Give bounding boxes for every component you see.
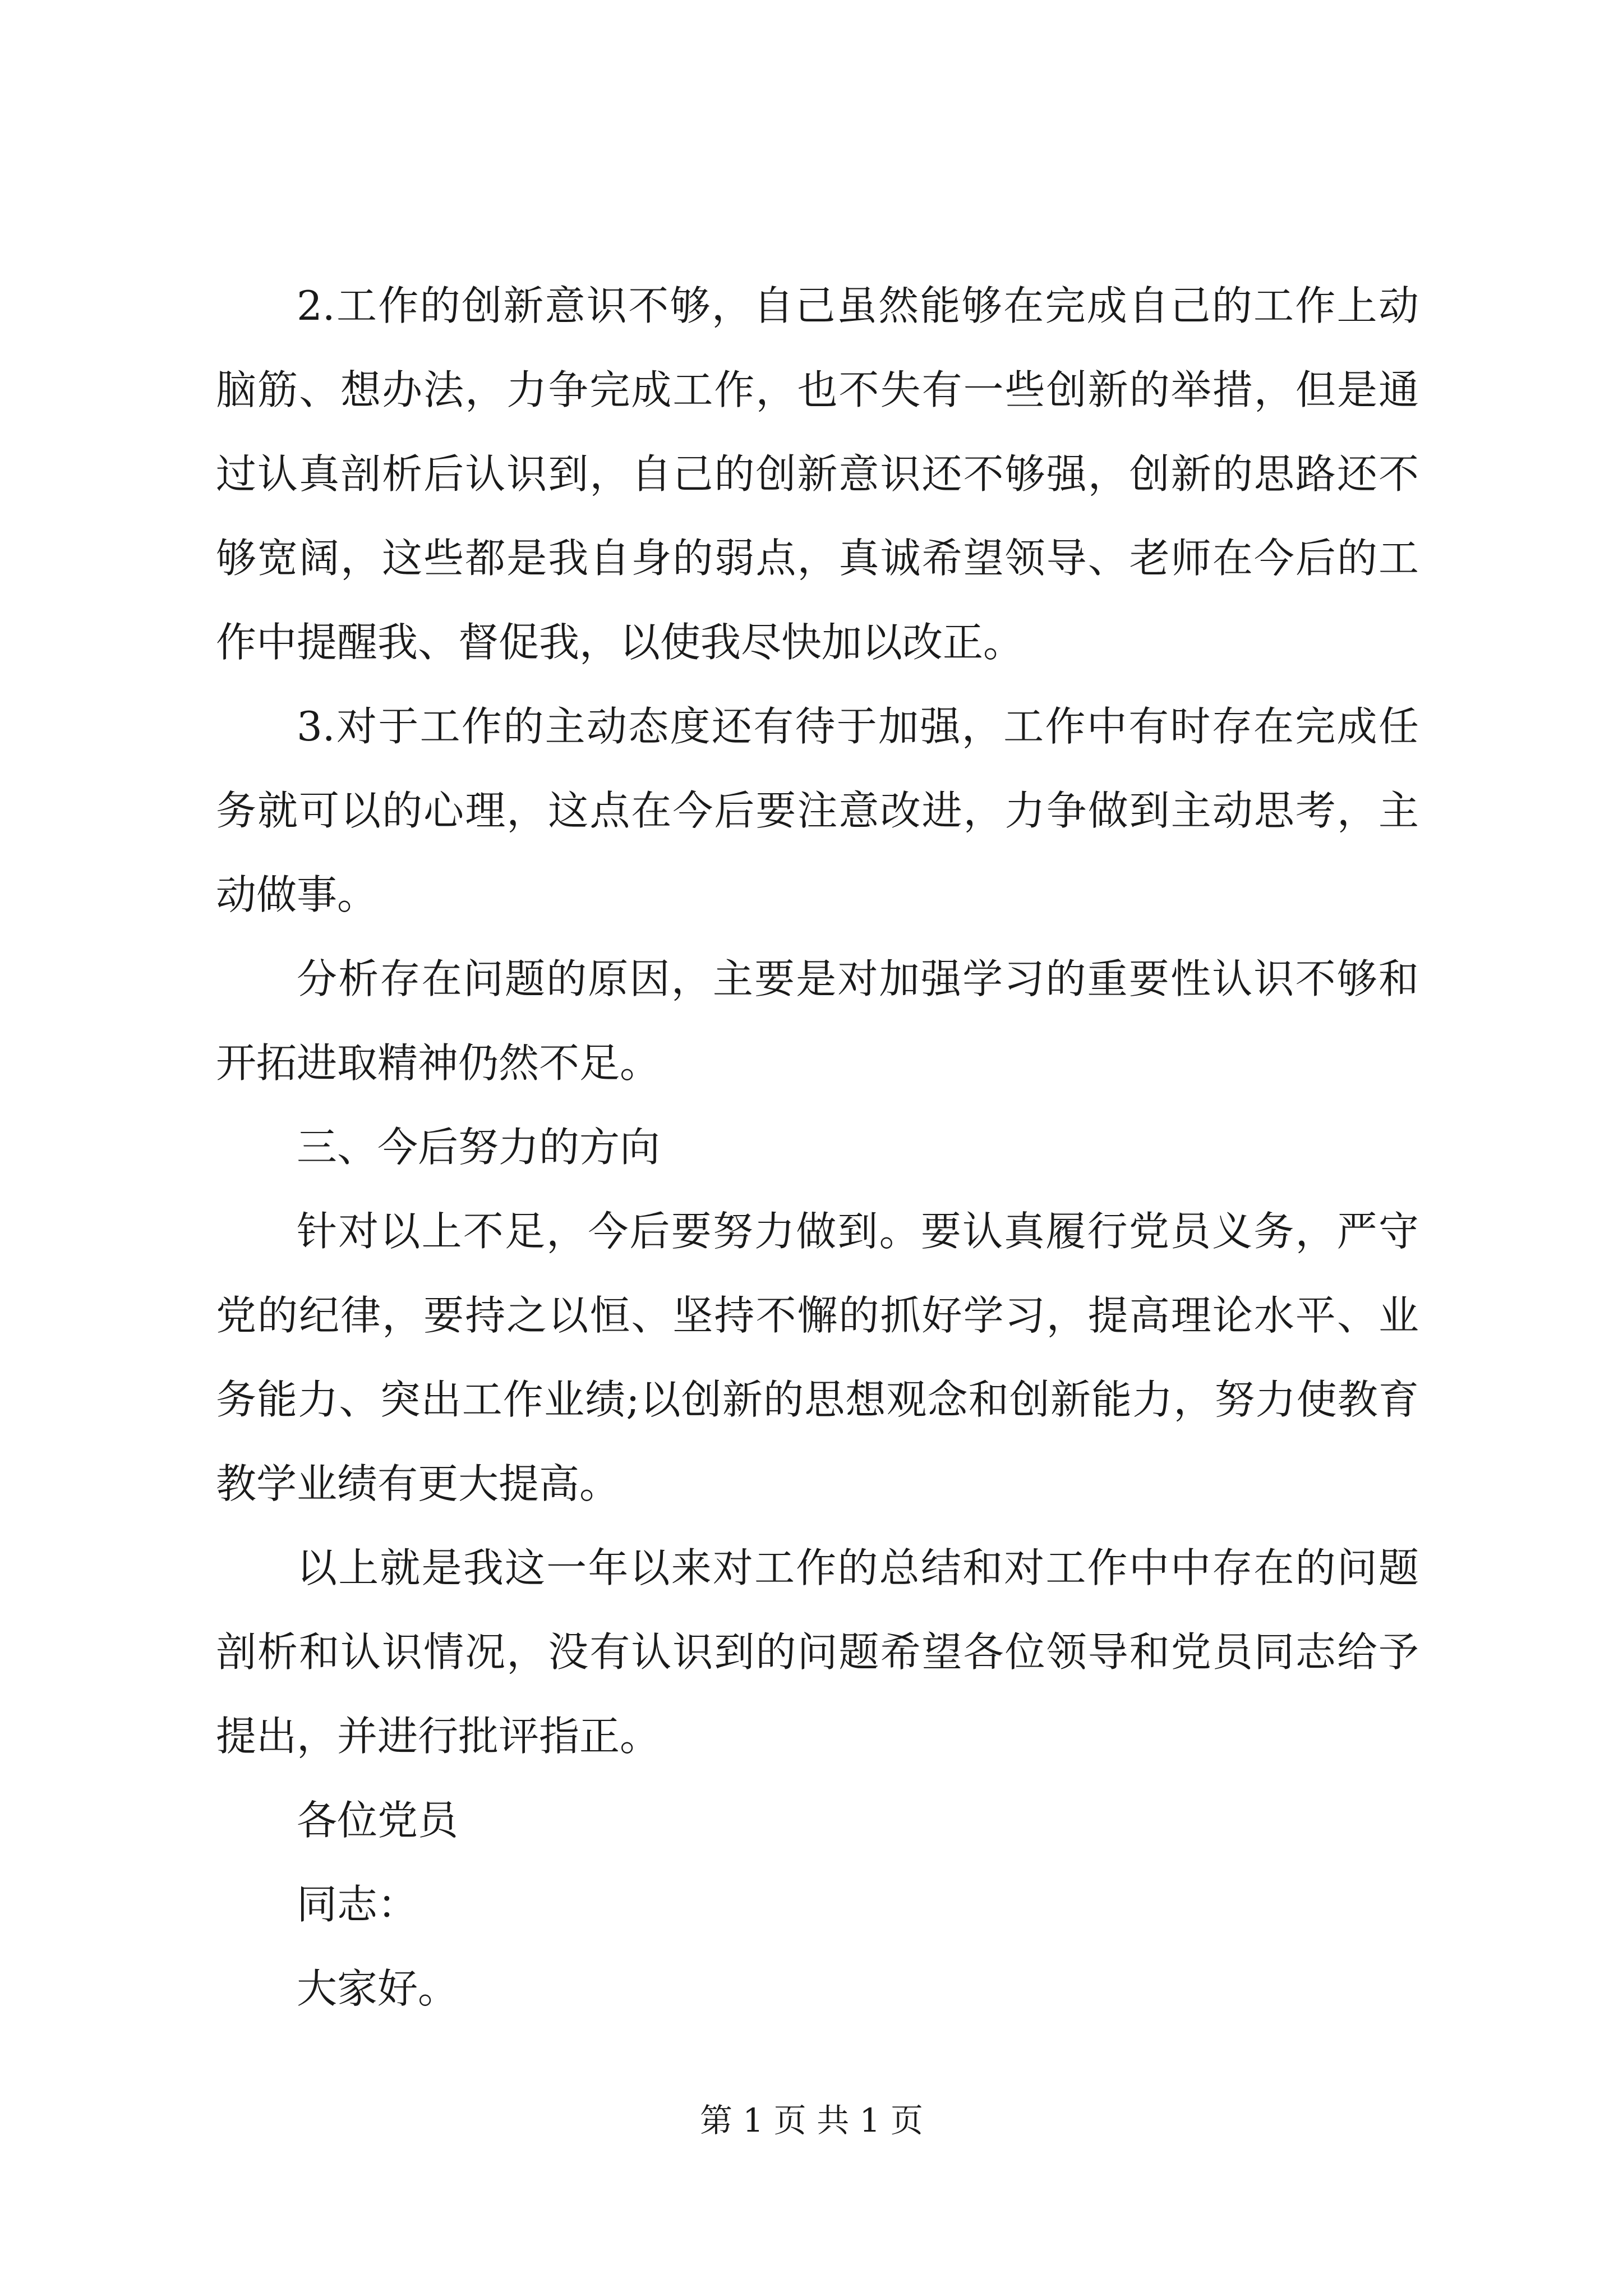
salutation-comrades: 同志： xyxy=(297,1881,418,1928)
paragraph-improvement-plan: 针对以上不足，今后要努力做到。要认真履行党员义务，严守党的纪律，要持之以恒、坚持不懈的抓好学习，提高理论水平、业务能力、突出工作业绩;以创新的思想观念和创新能力，努力使教育教学业绩有更大提高。 xyxy=(216,1208,1419,1507)
page-footer xyxy=(0,2098,1623,2143)
paragraph-cause-analysis: 分析存在问题的原因，主要是对加强学习的重要性认识不够和开拓进取精神仍然不足。 xyxy=(216,955,1419,1087)
paragraph-initiative-attitude: 3.对于工作的主动态度还有待于加强，工作中有时存在完成任务就可以的心理，这点在今后要注意改进，力争做到主动思考，主动做事。 xyxy=(216,703,1419,918)
page-number-label: 第 1 页 共 1 页 xyxy=(700,2101,923,2139)
greeting: 大家好。 xyxy=(297,1965,459,2012)
section-heading-future-direction: 三、今后努力的方向 xyxy=(297,1124,661,1171)
salutation-members: 各位党员 xyxy=(297,1797,459,1844)
document-body xyxy=(216,264,1419,2031)
paragraph-innovation-awareness: 2.工作的创新意识不够，自己虽然能够在完成自己的工作上动脑筋、想办法，力争完成工作，也不失有一些创新的举措，但是通过认真剖析后认识到，自己的创新意识还不够强，创新的思路还不够宽阔，这些都是我自身的弱点，真诚希望领导、老师在今后的工作中提醒我、督促我，以使我尽快加以改正。 xyxy=(216,282,1419,666)
paragraph-conclusion: 以上就是我这一年以来对工作的总结和对工作中中存在的问题剖析和认识情况，没有认识到的问题希望各位领导和党员同志给予提出，并进行批评指正。 xyxy=(216,1544,1419,1760)
